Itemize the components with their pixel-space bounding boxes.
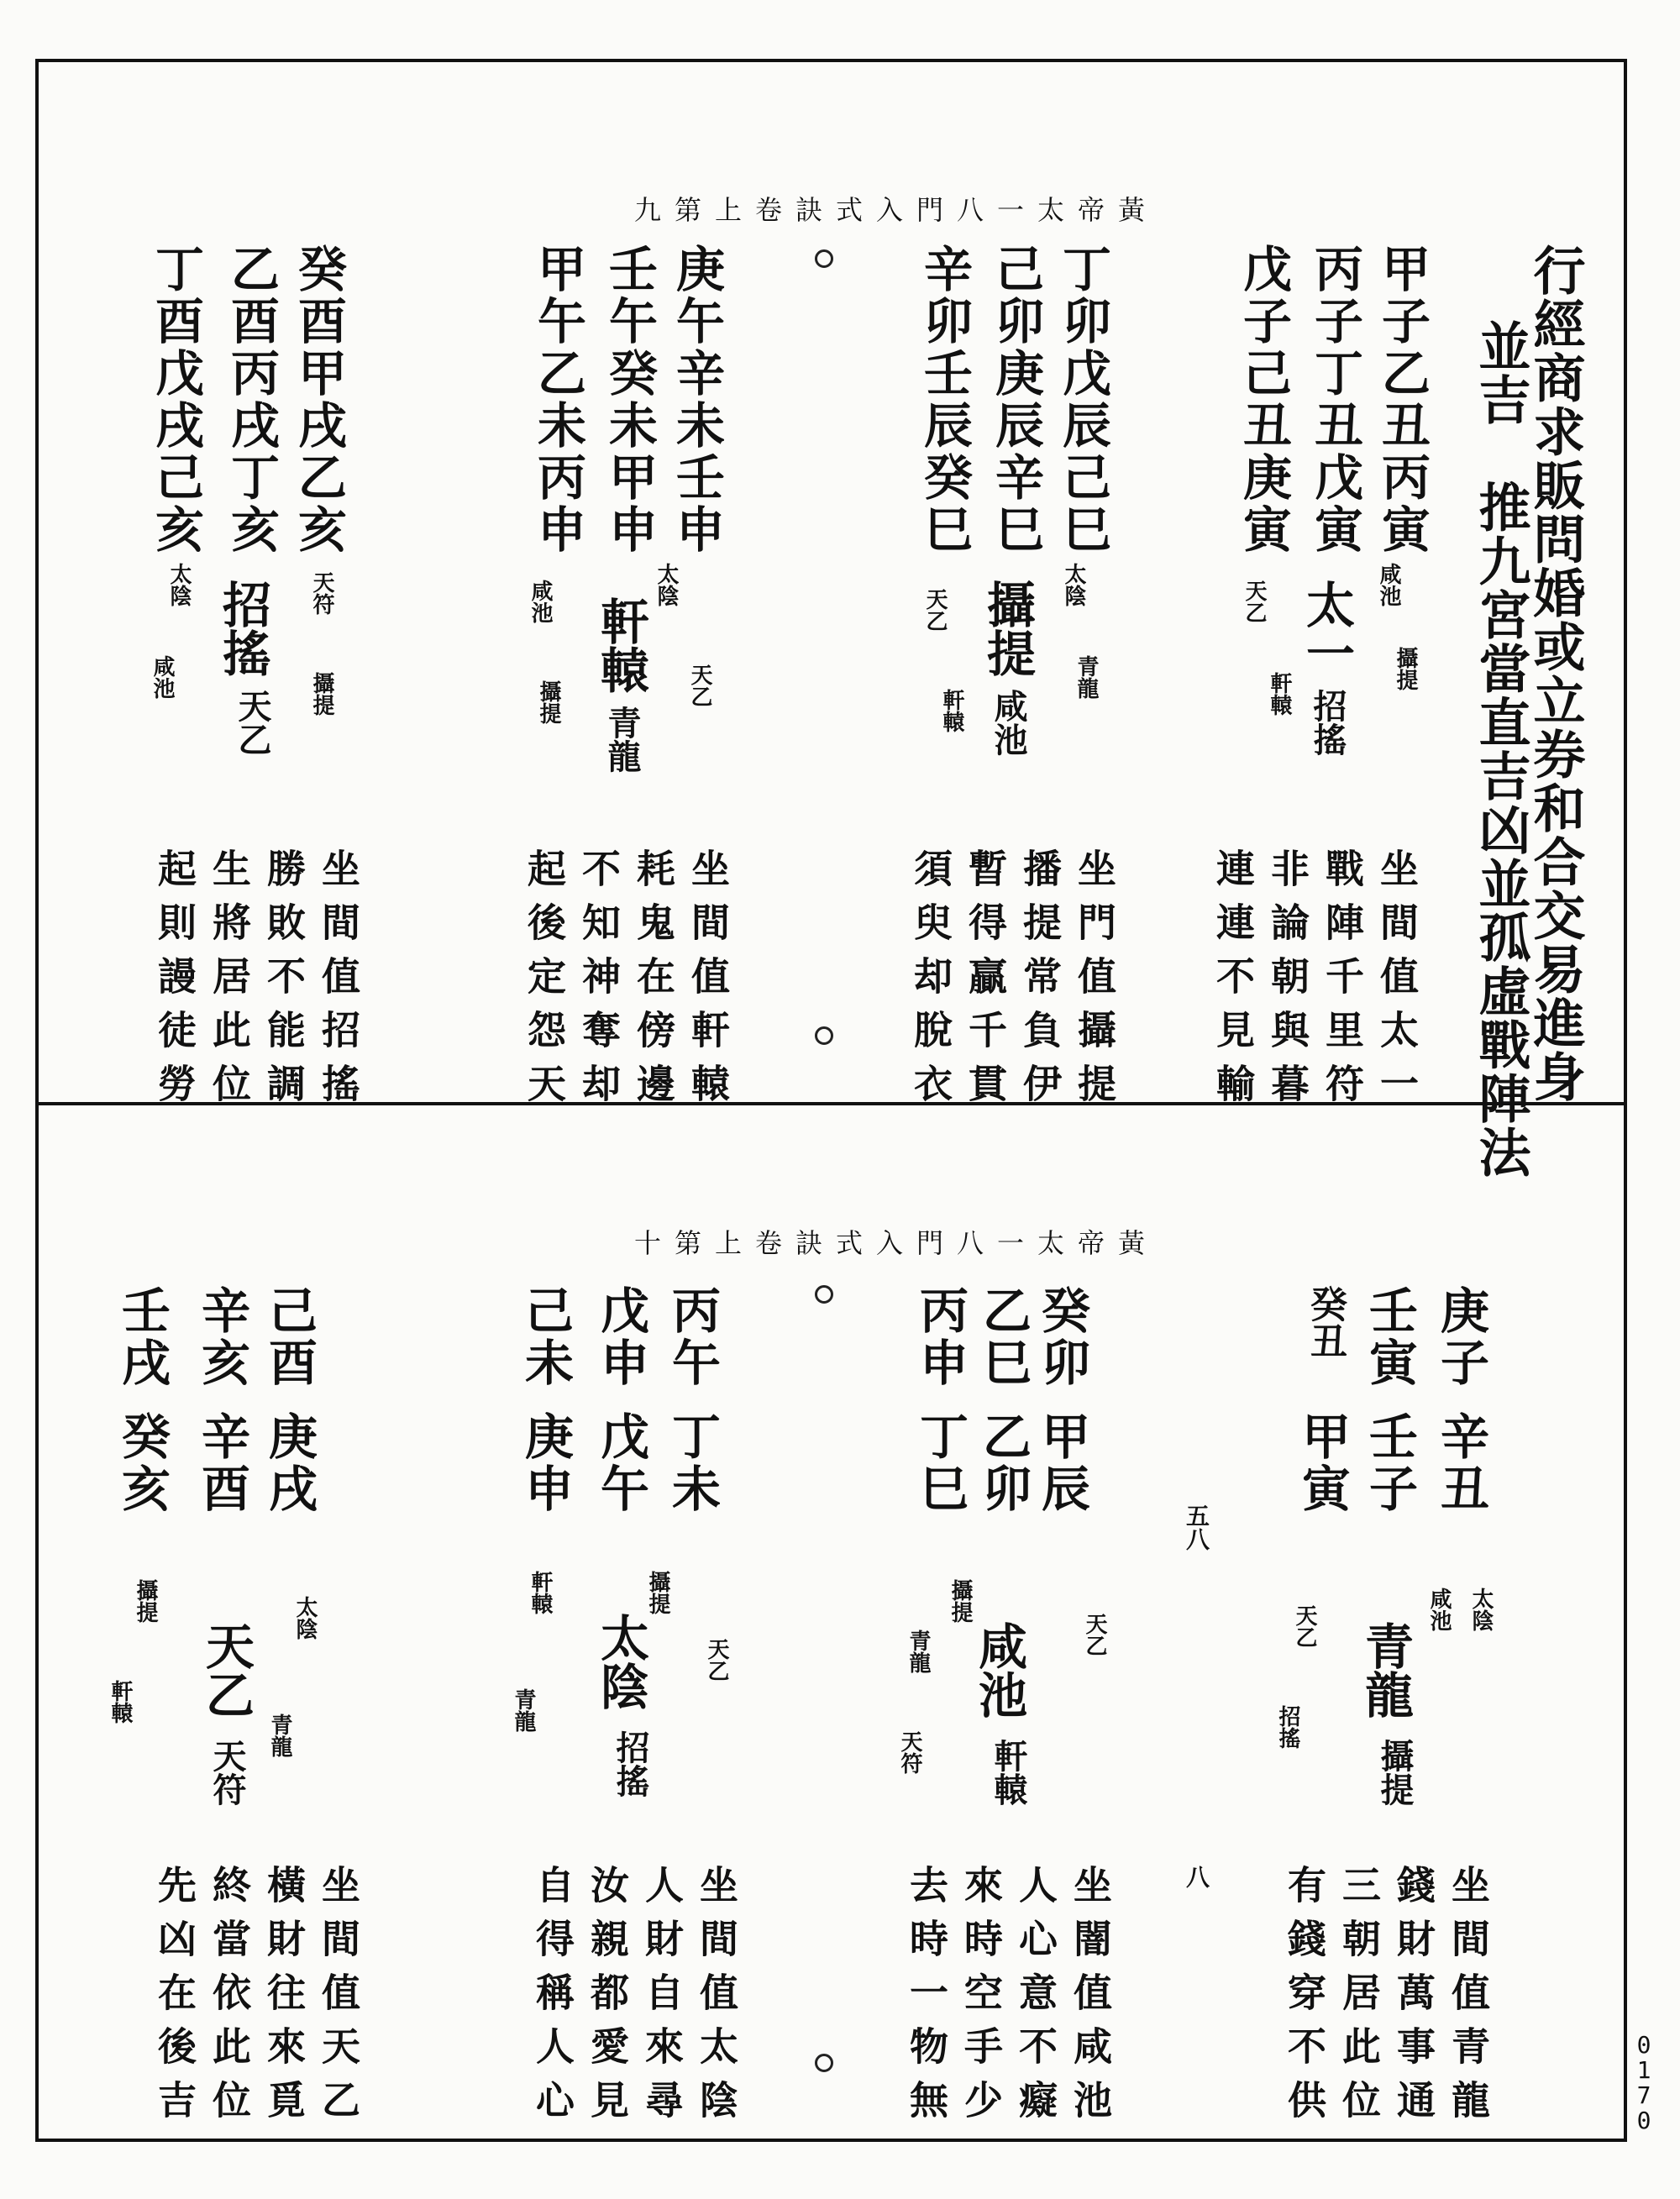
diagram-ring: 天乙 xyxy=(1082,1613,1107,1656)
ganzhi-line: 乙酉丙戌丁亥 xyxy=(223,244,280,556)
verse-line: 非論朝與暮 xyxy=(1265,848,1310,1117)
ganzhi-line: 甲午乙未丙申 xyxy=(529,244,586,556)
verse-line: 連連不見輸 xyxy=(1210,848,1256,1117)
verse-line: 自得稱人心 xyxy=(530,1865,575,2133)
ganzhi-pair: 丙申 xyxy=(911,1285,969,1389)
star-diagram xyxy=(504,1562,739,1831)
intro-line: 並吉 推九宮當直吉凶並孤虛戰陣法 xyxy=(1470,319,1531,1179)
ganzhi-pair: 辛丑 xyxy=(1432,1411,1489,1515)
ganzhi-pair: 乙巳 xyxy=(974,1285,1032,1389)
verse-line: 先凶在後吉 xyxy=(152,1865,197,2133)
diagram-ring: 天乙 xyxy=(1292,1604,1317,1648)
diagram-ring: 太陰 xyxy=(1061,563,1086,606)
verse-line: 有錢穿不供 xyxy=(1282,1865,1327,2133)
diagram-sub: 招搖 xyxy=(611,1730,650,1798)
diagram-ring: 攝提 xyxy=(309,672,334,716)
binding-hole xyxy=(815,249,833,268)
ganzhi-pair: 己酉 xyxy=(260,1285,318,1389)
verse-line: 坐間值太一 xyxy=(1374,848,1420,1117)
diagram-ring: 軒轅 xyxy=(1267,672,1292,716)
diagram-ring: 咸池 xyxy=(528,580,553,623)
star-diagram xyxy=(882,1571,1117,1839)
ganzhi-line: 丁酉戊戌己亥 xyxy=(147,244,204,556)
page-number xyxy=(1631,2033,1656,2133)
ganzhi-pair: 丁未 xyxy=(664,1411,721,1515)
verse-line: 坐間值招搖 xyxy=(316,848,361,1117)
ganzhi-pair: 癸丑 xyxy=(1304,1285,1347,1359)
diagram-ring: 攝提 xyxy=(645,1571,670,1614)
diagram-sub: 天乙 xyxy=(233,689,272,756)
diagram-center: 太陰 xyxy=(592,1613,649,1710)
ganzhi-pair: 辛亥 xyxy=(193,1285,250,1389)
diagram-ring: 天符 xyxy=(897,1730,922,1774)
diagram-center: 咸池 xyxy=(970,1621,1027,1719)
ganzhi-pair: 庚申 xyxy=(517,1411,574,1515)
page-number-digit: 1 xyxy=(1636,2056,1651,2084)
verse-line: 生將居此位 xyxy=(207,848,252,1117)
page-number-digit: 0 xyxy=(1636,2107,1651,2134)
verse-line: 坐間值太陰 xyxy=(694,1865,739,2133)
diagram-center: 招搖 xyxy=(214,580,271,677)
diagram-ring: 天乙 xyxy=(704,1638,729,1682)
star-diagram xyxy=(143,546,344,781)
diagram-ring: 青龍 xyxy=(267,1714,292,1757)
verse-line: 坐門值攝提 xyxy=(1072,848,1117,1117)
verse-line: 終當依此位 xyxy=(207,1865,252,2133)
verse-line: 錢財萬事通 xyxy=(1391,1865,1436,2133)
diagram-ring: 攝提 xyxy=(536,680,561,724)
verse-line: 耗鬼在傍邊 xyxy=(631,848,676,1117)
ganzhi-line: 丙子丁丑戊寅 xyxy=(1306,244,1363,556)
diagram-ring: 太陰 xyxy=(654,563,679,606)
verse-line: 坐闇值咸池 xyxy=(1068,1865,1113,2133)
ganzhi-pair: 庚子 xyxy=(1432,1285,1489,1389)
diagram-ring: 攝提 xyxy=(133,1579,158,1623)
ganzhi-pair: 壬寅 xyxy=(1361,1285,1418,1389)
ganzhi-pair: 壬戌 xyxy=(113,1285,171,1389)
ganzhi-line: 癸酉甲戌乙亥 xyxy=(290,244,347,556)
verse-line: 起則謾徒勞 xyxy=(152,848,197,1117)
diagram-ring: 軒轅 xyxy=(528,1571,553,1614)
verse-line: 坐間值青龍 xyxy=(1446,1865,1491,2133)
margin-mark: 八 xyxy=(1183,1865,1210,1888)
ganzhi-line: 庚午辛未壬申 xyxy=(668,244,725,556)
diagram-ring: 咸池 xyxy=(1426,1588,1452,1631)
page-number-digit: 0 xyxy=(1636,2031,1651,2059)
ganzhi-line: 戊子己丑庚寅 xyxy=(1235,244,1292,556)
star-diagram xyxy=(916,546,1100,781)
diagram-ring: 軒轅 xyxy=(108,1680,133,1724)
verse-line: 暫得贏千貫 xyxy=(963,848,1008,1117)
diagram-sub: 天符 xyxy=(207,1739,247,1806)
verse-line: 起後定怨天 xyxy=(522,848,567,1117)
diagram-ring: 青龍 xyxy=(906,1630,931,1673)
binding-hole xyxy=(815,1026,833,1045)
diagram-ring: 太陰 xyxy=(292,1596,318,1640)
ganzhi-pair: 辛酉 xyxy=(193,1411,250,1515)
star-diagram xyxy=(101,1571,336,1839)
ganzhi-pair: 壬子 xyxy=(1361,1411,1418,1515)
star-diagram xyxy=(1268,1571,1504,1839)
top-header-text: 黃帝太一八門入式訣卷上第九 xyxy=(634,194,1159,226)
ganzhi-pair: 乙卯 xyxy=(974,1411,1032,1515)
diagram-ring: 太陰 xyxy=(1468,1588,1494,1631)
ganzhi-pair: 己未 xyxy=(517,1285,574,1389)
diagram-ring: 天乙 xyxy=(1242,580,1267,623)
diagram-sub: 招搖 xyxy=(1308,689,1347,756)
bottom-header-text: 黃帝太一八門入式訣卷上第十 xyxy=(634,1227,1159,1259)
binding-hole xyxy=(815,2054,833,2072)
diagram-sub: 軒轅 xyxy=(989,1739,1028,1806)
ganzhi-pair: 戊午 xyxy=(592,1411,649,1515)
star-diagram xyxy=(521,546,722,781)
verse-line: 坐間值軒轅 xyxy=(685,848,731,1117)
page-number-digit: 7 xyxy=(1636,2081,1651,2109)
ganzhi-line: 甲子乙丑丙寅 xyxy=(1373,244,1431,556)
diagram-sub: 攝提 xyxy=(1375,1739,1415,1806)
star-diagram xyxy=(1235,546,1420,781)
diagram-ring: 咸池 xyxy=(1376,563,1401,606)
ganzhi-line: 己卯庚辰辛巳 xyxy=(987,244,1044,556)
ganzhi-pair: 庚戌 xyxy=(260,1411,318,1515)
verse-line: 勝敗不能調 xyxy=(261,848,307,1117)
verse-line: 汝親都愛見 xyxy=(585,1865,630,2133)
diagram-ring: 青龍 xyxy=(511,1688,536,1732)
ganzhi-pair: 癸亥 xyxy=(113,1411,171,1515)
verse-line: 去時一物無 xyxy=(904,1865,949,2133)
diagram-ring: 攝提 xyxy=(1393,647,1418,690)
diagram-ring: 招搖 xyxy=(1275,1705,1300,1749)
ganzhi-pair: 丁巳 xyxy=(911,1411,969,1515)
verse-line: 播提常負伊 xyxy=(1017,848,1063,1117)
intro-line: 行經商求販問婚或立券和合交易進身 xyxy=(1525,244,1586,1104)
diagram-ring: 咸池 xyxy=(150,655,175,699)
diagram-sub: 青龍 xyxy=(602,706,642,773)
diagram-ring: 軒轅 xyxy=(939,689,964,732)
verse-line: 須臾却脫衣 xyxy=(908,848,953,1117)
ganzhi-line: 丁卯戊辰己巳 xyxy=(1054,244,1111,556)
diagram-ring: 攝提 xyxy=(948,1579,973,1623)
diagram-center: 青龍 xyxy=(1357,1621,1414,1719)
verse-line: 橫財往來覓 xyxy=(261,1865,307,2133)
ganzhi-line: 壬午癸未甲申 xyxy=(601,244,658,556)
diagram-center: 太一 xyxy=(1298,580,1355,677)
verse-line: 三朝居此位 xyxy=(1336,1865,1382,2133)
ganzhi-pair: 癸卯 xyxy=(1033,1285,1090,1389)
diagram-ring: 太陰 xyxy=(166,563,192,606)
diagram-ring: 青龍 xyxy=(1074,655,1099,699)
margin-mark: 五八 xyxy=(1183,1504,1210,1551)
ganzhi-line: 辛卯壬辰癸巳 xyxy=(916,244,973,556)
verse-line: 戰陣千里符 xyxy=(1320,848,1365,1117)
binding-hole xyxy=(815,1285,833,1304)
verse-line: 坐間值天乙 xyxy=(316,1865,361,2133)
verse-line: 人財自來尋 xyxy=(639,1865,685,2133)
diagram-ring: 天符 xyxy=(309,571,334,615)
ganzhi-pair: 戊申 xyxy=(592,1285,649,1389)
verse-line: 人心意不癡 xyxy=(1013,1865,1058,2133)
diagram-ring: 天乙 xyxy=(922,588,948,632)
diagram-center: 天乙 xyxy=(197,1621,255,1719)
ganzhi-pair: 甲寅 xyxy=(1294,1411,1351,1515)
verse-line: 來時空手少 xyxy=(958,1865,1004,2133)
diagram-center: 軒轅 xyxy=(592,596,649,694)
diagram-sub: 咸池 xyxy=(989,689,1028,756)
diagram-ring: 天乙 xyxy=(687,664,712,707)
verse-line: 不知神奪却 xyxy=(576,848,622,1117)
ganzhi-pair: 甲辰 xyxy=(1033,1411,1090,1515)
ganzhi-pair: 丙午 xyxy=(664,1285,721,1389)
diagram-center: 攝提 xyxy=(979,580,1036,677)
